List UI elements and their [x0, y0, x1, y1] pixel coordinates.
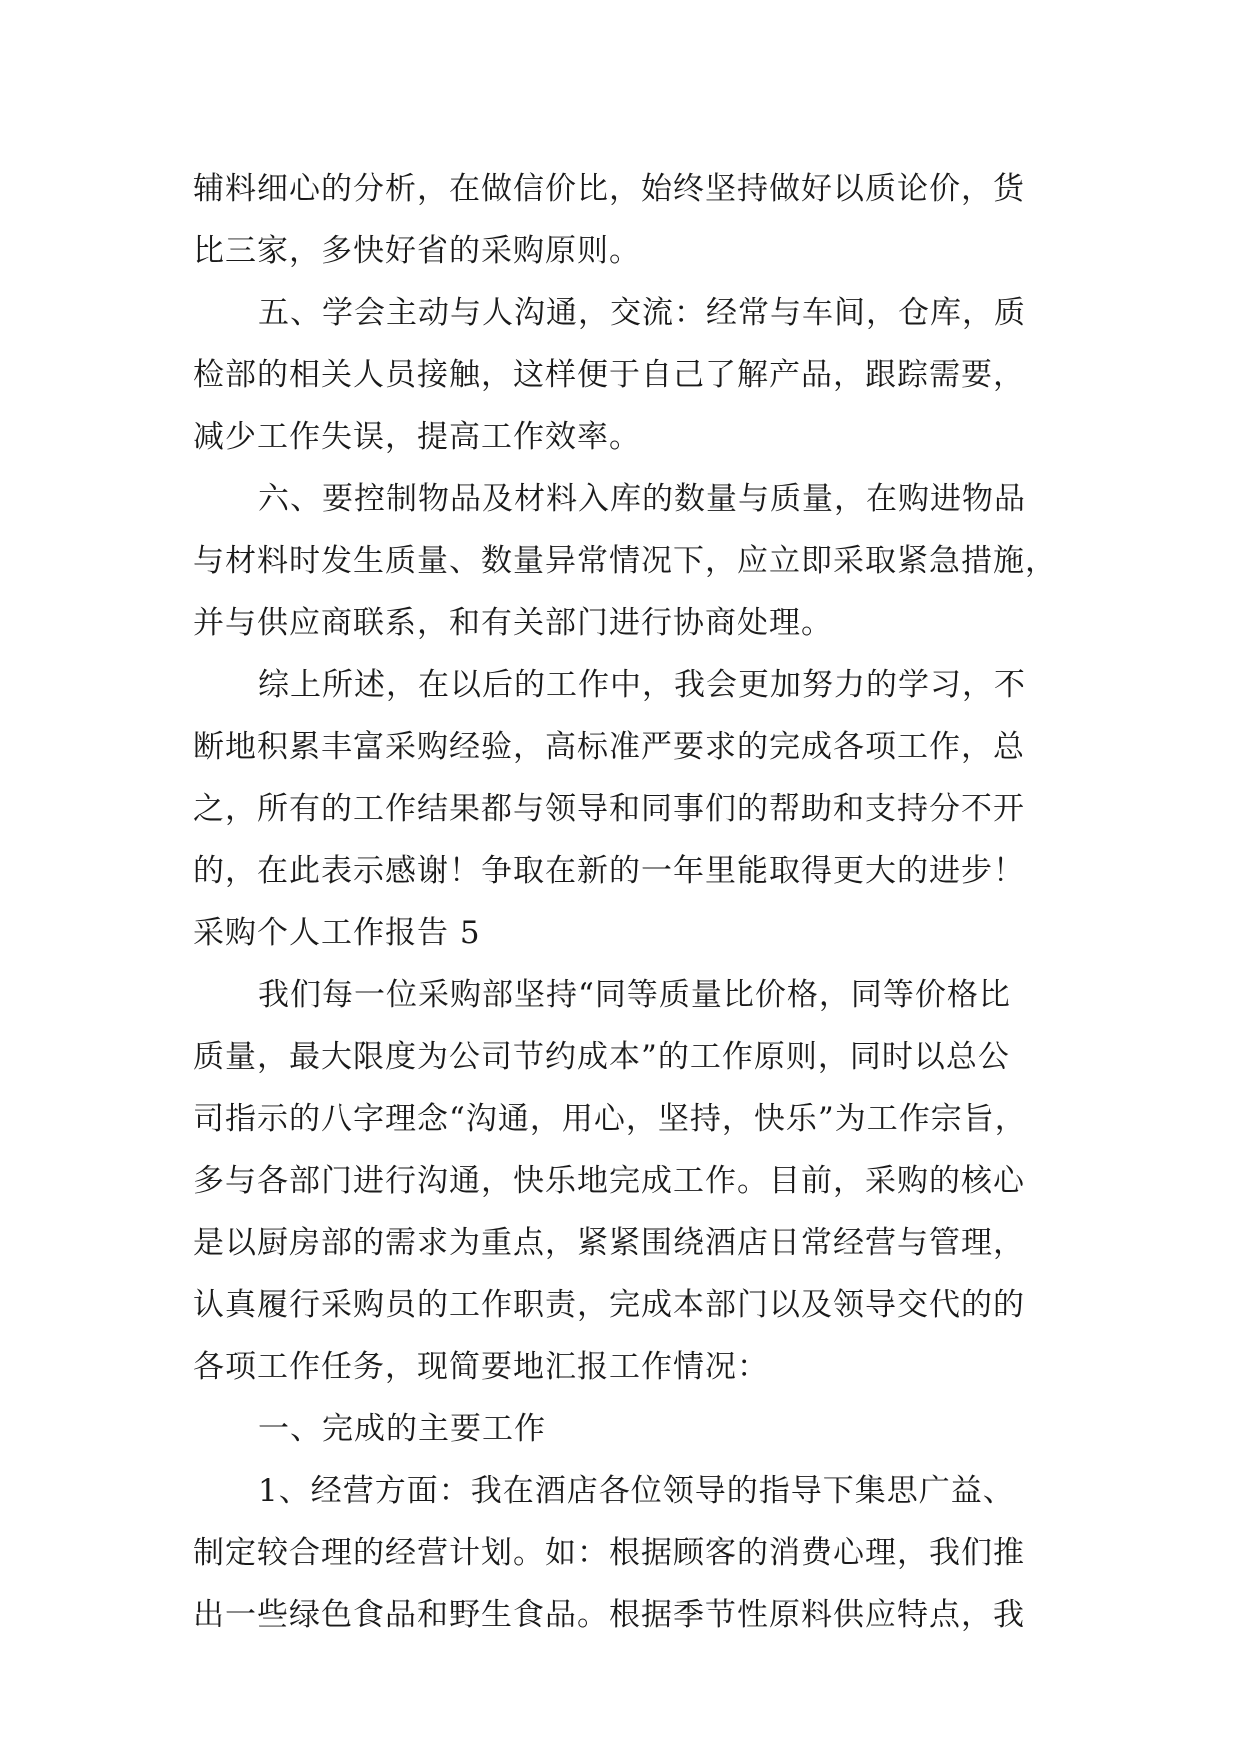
paragraph-start-line: 我们每一位采购部坚持“同等质量比价格，同等价格比 — [258, 977, 1011, 1013]
text-line: 之，所有的工作结果都与领导和同事们的帮助和支持分不开 — [193, 791, 1025, 827]
paragraph-start-line: 六、要控制物品及材料入库的数量与质量，在购进物品 — [258, 481, 1026, 517]
subsection-heading: 一、完成的主要工作 — [258, 1411, 546, 1447]
text-line: 比三家，多快好省的采购原则。 — [193, 233, 641, 269]
text-line: 出一些绿色食品和野生食品。根据季节性原料供应特点，我 — [193, 1597, 1025, 1633]
text-line: 辅料细心的分析，在做信价比，始终坚持做好以质论价，货 — [193, 171, 1025, 207]
text-line: 检部的相关人员接触，这样便于自己了解产品，跟踪需要， — [193, 357, 1025, 393]
text-line: 各项工作任务，现简要地汇报工作情况： — [193, 1349, 769, 1385]
text-line: 的，在此表示感谢！争取在新的一年里能取得更大的进步！ — [193, 853, 1025, 889]
document-body — [193, 158, 1055, 1646]
text-line: 司指示的八字理念“沟通，用心，坚持，快乐”为工作宗旨， — [193, 1101, 1027, 1137]
text-line: 认真履行采购员的工作职责，完成本部门以及领导交代的的 — [193, 1287, 1025, 1323]
text-line: 是以厨房部的需求为重点，紧紧围绕酒店日常经营与管理， — [193, 1225, 1025, 1261]
text-line: 并与供应商联系，和有关部门进行协商处理。 — [193, 605, 833, 641]
paragraph-start-line: 1、经营方面：我在酒店各位领导的指导下集思广益、 — [258, 1473, 1015, 1509]
text-line: 质量，最大限度为公司节约成本”的工作原则，同时以总公 — [193, 1039, 1010, 1075]
text-line: 与材料时发生质量、数量异常情况下，应立即采取紧急措施， — [193, 543, 1057, 579]
section-heading: 采购个人工作报告 5 — [193, 915, 481, 951]
text-line: 多与各部门进行沟通，快乐地完成工作。目前，采购的核心 — [193, 1163, 1025, 1199]
text-line: 断地积累丰富采购经验，高标准严要求的完成各项工作，总 — [193, 729, 1025, 765]
paragraph-start-line: 五、学会主动与人沟通，交流：经常与车间，仓库，质 — [258, 295, 1026, 331]
paragraph-start-line: 综上所述，在以后的工作中，我会更加努力的学习，不 — [258, 667, 1026, 703]
text-line: 制定较合理的经营计划。如：根据顾客的消费心理，我们推 — [193, 1535, 1025, 1571]
text-line: 减少工作失误，提高工作效率。 — [193, 419, 641, 455]
